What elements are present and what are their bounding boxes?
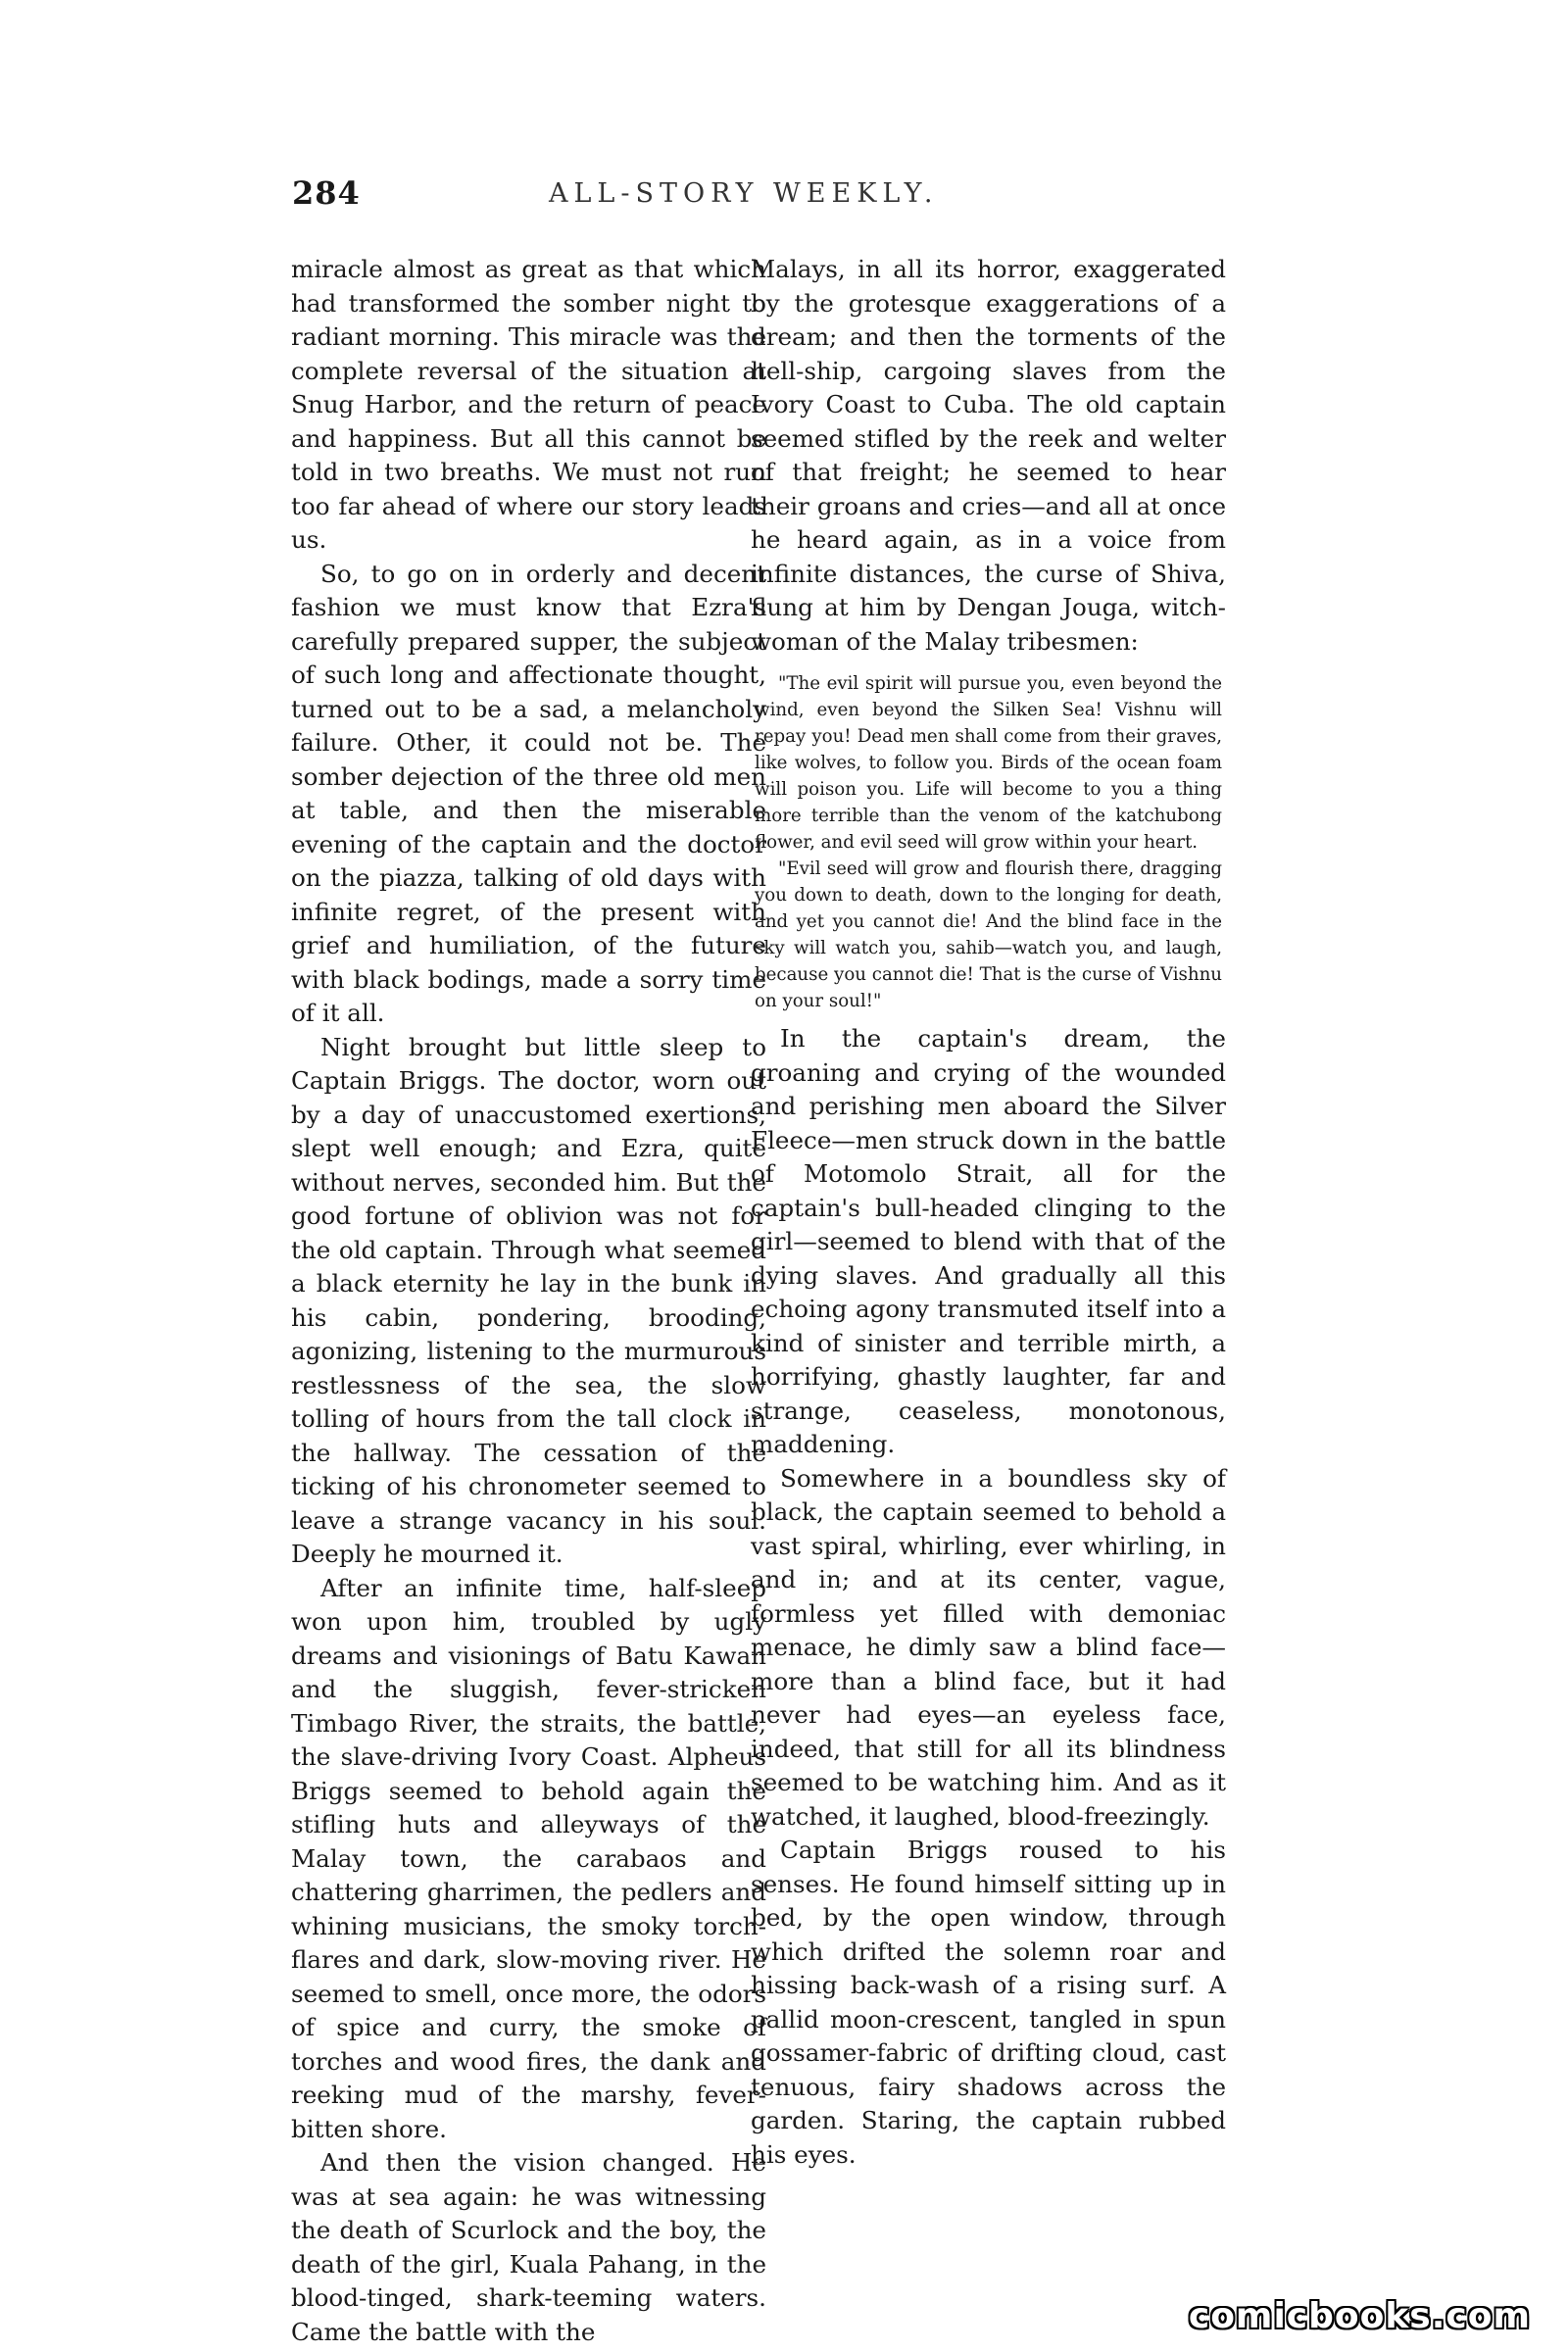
running-title: ALL-STORY WEEKLY. [549,178,939,209]
paragraph: After an infinite time, half-sleep won upon him, troubled by ugly dreams and visionings of Batu Kawan and the sluggish, fever-stricken Timbago River, the straits, the battle, the slave-driving Ivory Coast. Alpheus Briggs seemed to behold again the stifling huts and alleyways of the Malay town, the carabaos and chattering gharrimen, the pedlers and whining musicians, the smoky torch-flares and dark, slow-moving river. He seemed to smell, once more, the odors of spice and curry, the smoke of torches and wood fires, the dank and reeking mud of the marshy, fever-bitten shore. [291,1573,766,2143]
paragraph: Somewhere in a boundless sky of black, the captain seemed to behold a vast spiral, whirling, ever whirling, in and in; and at its center, vague, formless yet filled with demoniac menace, he dimly saw a blind face—more than a blind face, but it had never had eyes—an eyeless face, indeed, that still for all its blindness seemed to be watching him. And as it watched, it laughed, blood-freezingly. [751,1463,1226,1831]
quote-paragraph: "Evil seed will grow and flourish there, dragging you down to death, down to the longing for death, and yet you cannot die! And the blind face in the sky will watch you, sahib—watch you, and laugh, because you cannot die! That is the curse of Vishnu on your soul!" [755,858,1222,1011]
paragraph: Malays, in all its horror, exaggerated by the grotesque exaggerations of a dream; and then the torments of the hell-ship, cargoing slaves from the Ivory Coast to Cuba. The old captain seemed stifled by the reek and welter of that freight; he seemed to hear their groans and cries—and all at once he heard again, as in a voice from infinite distances, the curse of Shiva, flung at him by Dengan Jouga, witch-woman of the Malay tribesmen: [751,255,1226,656]
paragraph: miracle almost as great as that which had transformed the somber night to radiant morning. This miracle was the complete reversal of the situation at Snug Harbor, and the return of peace and happiness. But all this cannot be told in two breaths. We must not run too far ahead of where our story leads us. [291,255,766,554]
paragraph: Captain Briggs roused to his senses. He found himself sitting up in bed, by the open window, through which drifted the solemn roar and hissing back-wash of a rising surf. A pallid moon-crescent, tangled in spun gossamer-fabric of drifting cloud, cast tenuous, fairy shadows across the garden. Staring, the captain rubbed his eyes. [751,1836,1226,2169]
right-column [751,253,1226,2172]
paragraph: Night brought but little sleep to Captain Briggs. The doctor, worn out by a day of unaccustomed exertions, slept well enough; and Ezra, quite without nerves, seconded him. But the good fortune of oblivion was not for the old captain. Through what seemed a black eternity he lay in the bunk in his cabin, pondering, brooding, agonizing, listening to the murmurous restlessness of the sea, the slow tolling of hours from the tall clock in the hallway. The cessation of the ticking of his chronometer seemed to leave a strange vacancy in his soul. Deeply he mourned it. [291,1032,766,1568]
site-watermark: comicbooks.com [1188,2296,1531,2336]
left-column [291,253,766,2349]
paragraph: And then the vision changed. He was at sea again: he was witnessing the death of Scurlock and the boy, the death of the girl, Kuala Pahang, in the blood-tinged, shark-teeming waters. Came the battle with the [291,2148,766,2346]
block-quote [755,670,1222,1014]
quote-paragraph: "The evil spirit will pursue you, even beyond the wind, even beyond the Silken Sea! Vishnu will repay you! Dead men shall come from their graves, like wolves, to follow you. Birds of the ocean foam will poison you. Life will become to you a thing more terrible than the venom of the katchubong flower, and evil seed will grow within your heart. [755,673,1222,853]
paragraph: In the captain's dream, the groaning and crying of the wounded and perishing men aboard the Silver Fleece—men struck down in the battle of Motomolo Strait, all for the captain's bull-headed clinging to the girl—seemed to blend with that of the dying slaves. And gradually all this echoing agony transmuted itself into a kind of sinister and terrible mirth, a horrifying, ghastly laughter, far and strange, ceaseless, monotonous, maddening. [751,1024,1226,1458]
paragraph: So, to go on in orderly and decent fashion we must know that Ezra's carefully prepared supper, the subject of such long and affectionate thought, turned out to be a sad, a melancholy failure. Other, it could not be. The somber dejection of the three old men at table, and then the miserable evening of the captain and the doctor on the piazza, talking of old days with infinite regret, of the present with grief and humiliation, of the future with black bodings, made a sorry time of it all. [291,559,766,1027]
page-number: 284 [292,174,361,212]
page-header [0,167,1568,225]
